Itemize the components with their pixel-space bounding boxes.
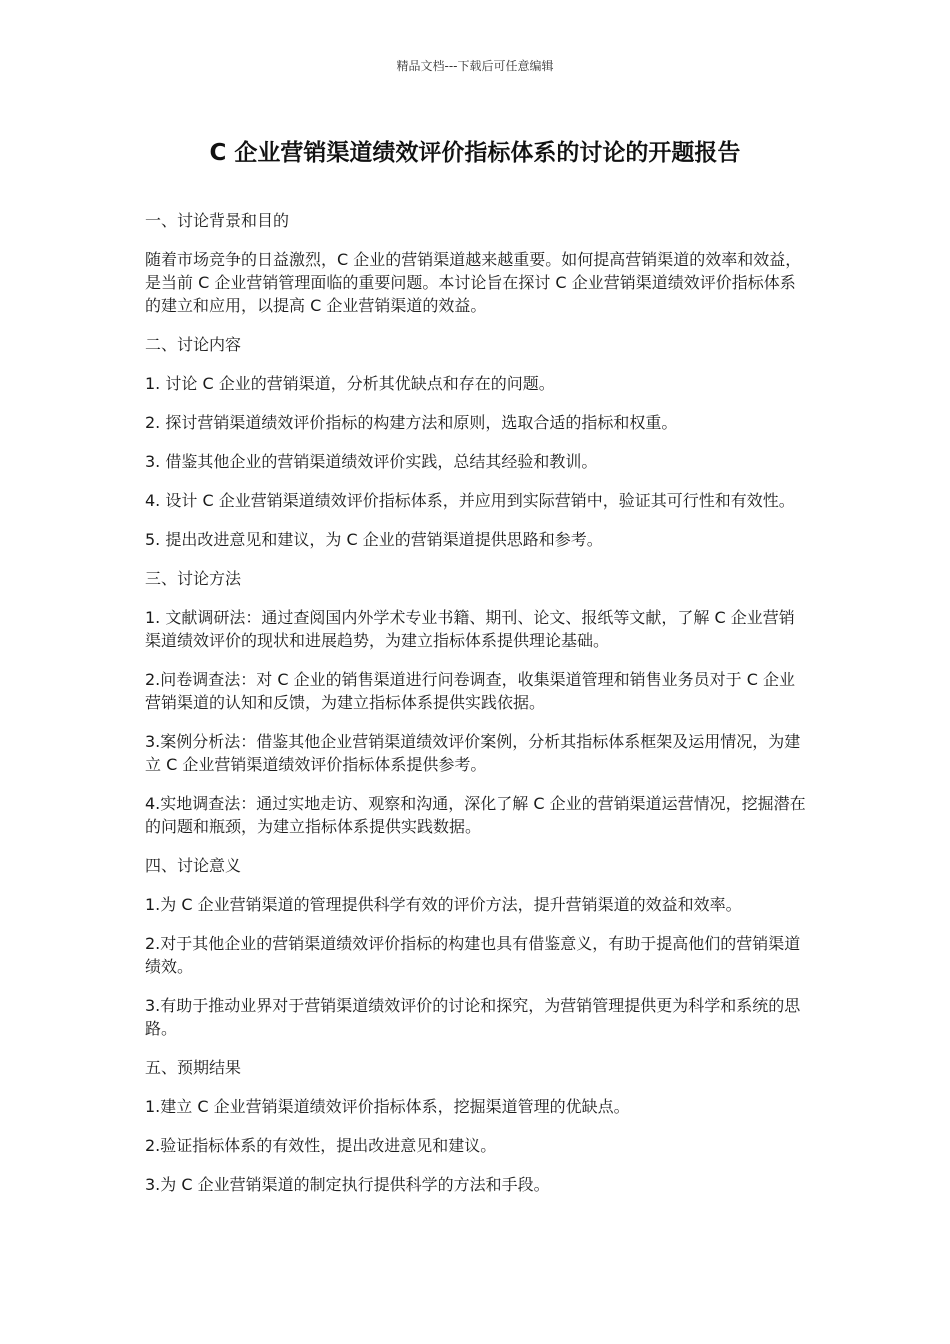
document-title: C 企业营销渠道绩效评价指标体系的讨论的开题报告 [209,140,741,166]
significance-item-2: 2.对于其他企业的营销渠道绩效评价指标的构建也具有借鉴意义，有助于提高他们的营销渠道绩效。 [145,934,801,976]
document-body [145,209,807,1212]
method-item-2: 2.问卷调查法：对 C 企业的销售渠道进行问卷调查，收集渠道管理和销售业务员对于 C 企业营销渠道的认知和反馈，为建立指标体系提供实践依据。 [145,670,795,712]
result-item-3: 3.为 C 企业营销渠道的制定执行提供科学的方法和手段。 [145,1175,550,1194]
method-item-1: 1. 文献调研法：通过查阅国内外学术专业书籍、期刊、论文、报纸等文献，了解 C 企业营销渠道绩效评价的现状和进展趋势，为建立指标体系提供理论基础。 [145,608,795,650]
content-item-1: 1. 讨论 C 企业的营销渠道，分析其优缺点和存在的问题。 [145,374,555,393]
section-heading-expected-results: 五、预期结果 [145,1058,242,1077]
background-paragraph: 随着市场竞争的日益激烈，C 企业的营销渠道越来越重要。如何提高营销渠道的效率和效益，是当前 C 企业营销管理面临的重要问题。本讨论旨在探讨 C 企业营销渠道绩效评价指标体系的建立和应用，以提高 C 企业营销渠道的效益。 [145,250,802,315]
section-heading-background: 一、讨论背景和目的 [145,211,290,230]
significance-item-3: 3.有助于推动业界对于营销渠道绩效评价的讨论和探究，为营销管理提供更为科学和系统的思路。 [145,996,801,1038]
page-header-note: 精品文档---下载后可任意编辑 [396,59,554,73]
result-item-2: 2.验证指标体系的有效性，提出改进意见和建议。 [145,1136,497,1155]
content-item-5: 5. 提出改进意见和建议，为 C 企业的营销渠道提供思路和参考。 [145,530,603,549]
section-heading-significance: 四、讨论意义 [145,856,242,875]
significance-item-1: 1.为 C 企业营销渠道的管理提供科学有效的评价方法，提升营销渠道的效益和效率。 [145,895,742,914]
result-item-1: 1.建立 C 企业营销渠道绩效评价指标体系，挖掘渠道管理的优缺点。 [145,1097,630,1116]
method-item-4: 4.实地调查法：通过实地走访、观察和沟通，深化了解 C 企业的营销渠道运营情况，挖掘潜在的问题和瓶颈，为建立指标体系提供实践数据。 [145,794,806,836]
section-heading-content: 二、讨论内容 [145,335,242,354]
content-item-4: 4. 设计 C 企业营销渠道绩效评价指标体系，并应用到实际营销中，验证其可行性和有效性。 [145,491,795,510]
section-heading-methods: 三、讨论方法 [145,569,242,588]
content-item-3: 3. 借鉴其他企业的营销渠道绩效评价实践，总结其经验和教训。 [145,452,598,471]
method-item-3: 3.案例分析法：借鉴其他企业营销渠道绩效评价案例，分析其指标体系框架及运用情况，为建立 C 企业营销渠道绩效评价指标体系提供参考。 [145,732,801,774]
content-item-2: 2. 探讨营销渠道绩效评价指标的构建方法和原则，选取合适的指标和权重。 [145,413,678,432]
